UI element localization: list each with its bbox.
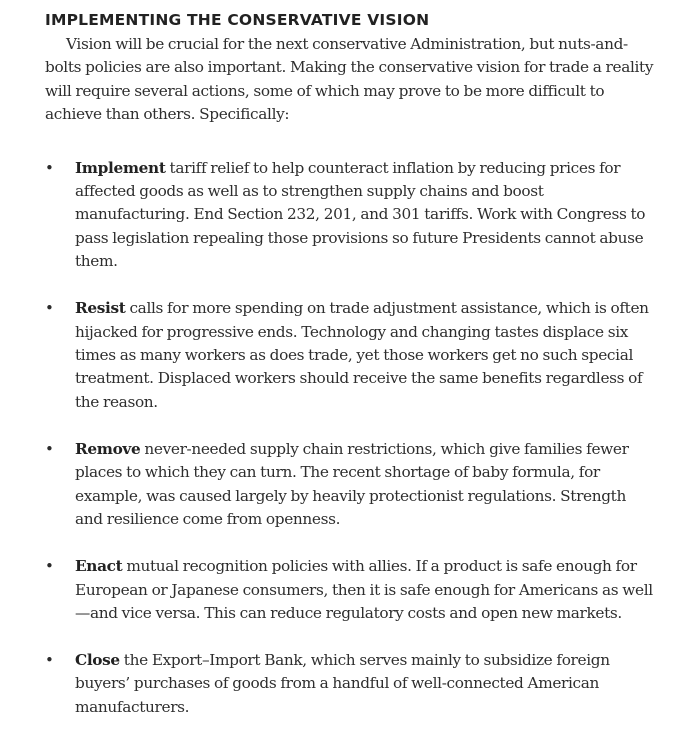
bullet-icon: • bbox=[45, 299, 54, 318]
item-text: never-needed supply chain restrictions, which give families fewer places to which they can turn. The recent shortage of baby formula, for example, was caused largely by heavily protectionist regulations. Strength and resilience come from openness. bbox=[75, 439, 629, 529]
item-text: tariff relief to help counteract inflation by reducing prices for affected goods as well as to strengthen supply chains and boost manufacturing. End Section 232, 201, and 301 tariffs. Work with Congress to pass legislation repealing those provisions so future Presidents cannot abuse them. bbox=[75, 158, 646, 271]
item-text: mutual recognition policies with allies. If a product is safe enough for European or Japanese consumers, then it is safe enough for Americans as well—and vice versa. This can reduce regulatory costs and open new markets. bbox=[75, 557, 653, 622]
item-lead-word: Close bbox=[75, 650, 120, 669]
item-lead-word: Enact bbox=[75, 557, 123, 576]
item-lead-word: Resist bbox=[75, 299, 126, 318]
recommendations-list bbox=[45, 157, 655, 720]
item-text: calls for more spending on trade adjustment assistance, which is often hijacked for progressive ends. Technology and changing tastes displace six times as many workers as does trade, yet those workers get no such special treatment. Displaced workers should receive the same benefits regardless of the reason. bbox=[75, 299, 649, 411]
list-item bbox=[45, 438, 655, 532]
list-item bbox=[45, 297, 655, 414]
item-lead-word: Implement bbox=[75, 158, 166, 177]
bullet-icon: • bbox=[45, 158, 54, 177]
list-item bbox=[45, 555, 655, 625]
document-page bbox=[45, 10, 655, 743]
item-lead-word: Remove bbox=[75, 439, 141, 458]
intro-paragraph: Vision will be crucial for the next conservative Administration, but nuts-and-bolts policies are also important. Making the conservative vision for trade a reality will require several actions, some of which may prove to be more difficult to achieve than others. Specifically: bbox=[45, 35, 654, 124]
bullet-icon: • bbox=[45, 650, 54, 669]
list-item bbox=[45, 157, 655, 274]
item-text: the Export–Import Bank, which serves mainly to subsidize foreign buyers’ purchases of goods from a handful of well-connected American manufacturers. bbox=[75, 650, 610, 716]
bullet-icon: • bbox=[45, 557, 54, 576]
section-heading: IMPLEMENTING THE CONSERVATIVE VISION bbox=[45, 11, 430, 29]
bullet-icon: • bbox=[45, 439, 54, 458]
list-item bbox=[45, 649, 655, 719]
